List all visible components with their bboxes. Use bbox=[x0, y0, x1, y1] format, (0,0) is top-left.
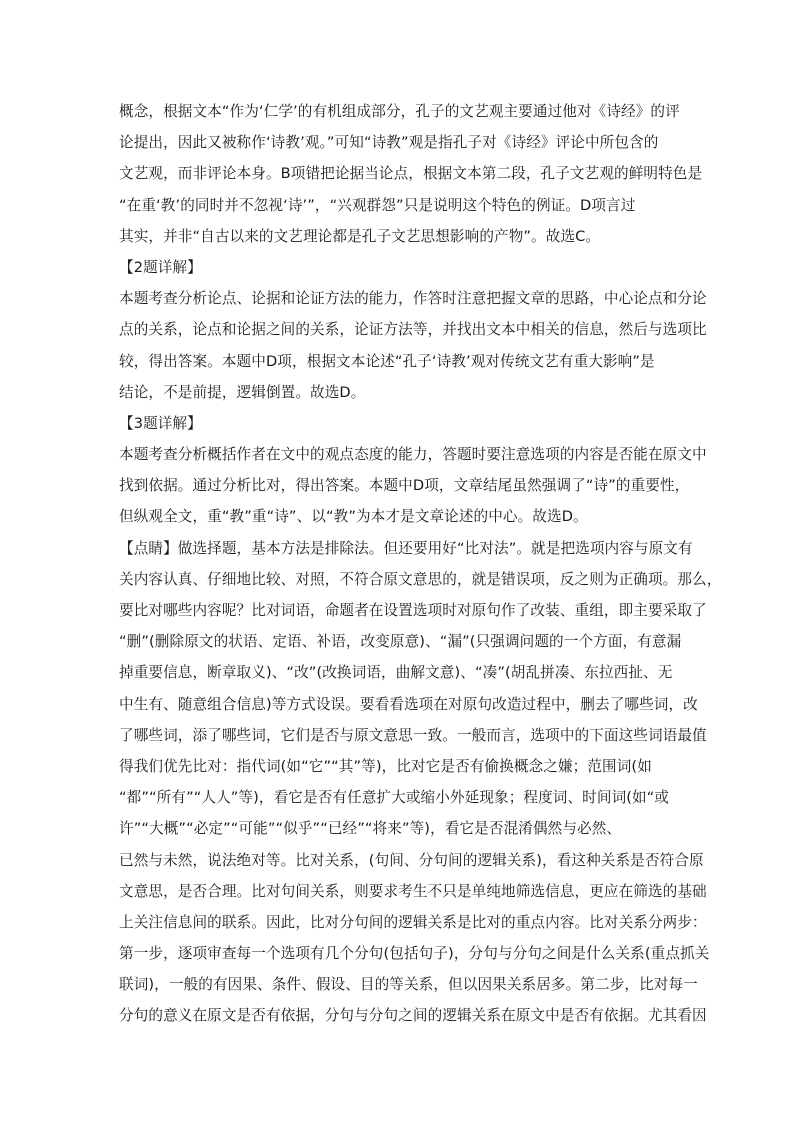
document-body bbox=[119, 96, 722, 1032]
text-line: 概念，根据文本“作为‘仁学’的有机组成部分，孔子的文艺观主要通过他对《诗经》的评 bbox=[119, 103, 680, 120]
text-line: 文意思，是否合理。比对句间关系，则要求考生不只是单纯地筛选信息，更应在筛选的基础 bbox=[119, 882, 707, 900]
section-heading-q2: 【2题详解】 bbox=[119, 258, 202, 276]
text-line: 了哪些词，添了哪些词，它们是否与原文意思一致。一般而言，选项中的下面这些词语最值 bbox=[119, 726, 707, 744]
text-line: 其实，并非“自古以来的文艺理论都是孔子文艺思想影响的产物”。故选C。 bbox=[119, 227, 601, 245]
text-line: 本题考查分析概括作者在文中的观点态度的能力，答题时要注意选项的内容是否能在原文中 bbox=[119, 446, 707, 464]
text-line: 许”“大概”“必定”“可能”“似乎”“已经”“将来”等)，看它是否混淆偶然与必然、 bbox=[119, 820, 622, 838]
section-heading-q3: 【3题详解】 bbox=[119, 414, 202, 432]
text-line: 要比对哪些内容呢？比对词语，命题者在设置选项时对原句作了改装、重组，即主要采取了 bbox=[119, 602, 707, 619]
text-line: 掉重要信息，断章取义)、“改”(改换词语，曲解文意)、“凑”(胡乱拼凑、东拉西扯、无 bbox=[119, 664, 673, 682]
text-line: 文艺观，而非评论本身。B项错把论据当论点，根据文本第二段，孔子文艺观的鲜明特色是 bbox=[119, 165, 703, 183]
text-line: 较，得出答案。本题中D项，根据文本论述“孔子‘诗教’观对传统文艺有重大影响”是 bbox=[119, 352, 655, 370]
text-line: “删”(删除原文的状语、定语、补语，改变原意)、“漏”(只强调问题的一个方面，有意漏 bbox=[119, 633, 682, 651]
text-line: 联词)，一般的有因果、条件、假设、目的等关系，但以因果关系居多。第二步，比对每一 bbox=[119, 976, 698, 994]
text-line: 上关注信息间的联系。因此，比对分句间的逻辑关系是比对的重点内容。比对关系分两步： bbox=[119, 913, 707, 931]
text-line: 第一步，逐项审查每一个选项有几个分句(包括句子)，分句与分句之间是什么关系(重点抓关 bbox=[119, 945, 710, 963]
text-line: “都”“所有”“人人”等)，看它是否有任意扩大或缩小外延现象；程度词、时间词(如“或 bbox=[119, 789, 670, 807]
text-line: 已然与未然，说法绝对等。比对关系，(句间、分句间的逻辑关系)，看这种关系是否符合原 bbox=[119, 851, 704, 869]
text-line-dianjing: 【点睛】做选择题，基本方法是排除法。但还要用好“比对法”。就是把选项内容与原文有 bbox=[119, 539, 693, 557]
text-line: 但纵观全文，重“教”重“诗”、以“教”为本才是文章论述的中心。故选D。 bbox=[119, 508, 588, 526]
text-line: 结论，不是前提，逻辑倒置。故选D。 bbox=[119, 383, 366, 401]
text-line: 分句的意义在原文是否有依据，分句与分句之间的逻辑关系在原文中是否有依据。尤其看因 bbox=[119, 1007, 707, 1025]
text-line: 找到依据。通过分析比对，得出答案。本题中D项，文章结尾虽然强调了“诗”的重要性， bbox=[119, 477, 690, 495]
text-line: 中生有、随意组合信息)等方式设误。要看看选项在对原句改造过程中，删去了哪些词，改 bbox=[119, 695, 698, 713]
text-line: “在重‘教’的同时并不忽视‘诗’”，“兴观群怨”只是说明这个特色的例证。D项言过 bbox=[119, 196, 636, 214]
text-line: 论提出，因此又被称作‘诗教’观。”可知“诗教”观是指孔子对《诗经》评论中所包含的 bbox=[119, 134, 659, 152]
text-line: 点的关系，论点和论据之间的关系，论证方法等，并找出文本中相关的信息，然后与选项比 bbox=[119, 321, 707, 339]
text-line: 关内容认真、仔细地比较、对照，不符合原文意思的，就是错误项，反之则为正确项。那么， bbox=[119, 570, 722, 588]
text-line: 得我们优先比对：指代词(如“它”“其”等)，比对它是否有偷换概念之嫌；范围词(如 bbox=[119, 757, 652, 775]
text-line: 本题考查分析论点、论据和论证方法的能力，作答时注意把握文章的思路，中心论点和分论 bbox=[119, 290, 707, 308]
